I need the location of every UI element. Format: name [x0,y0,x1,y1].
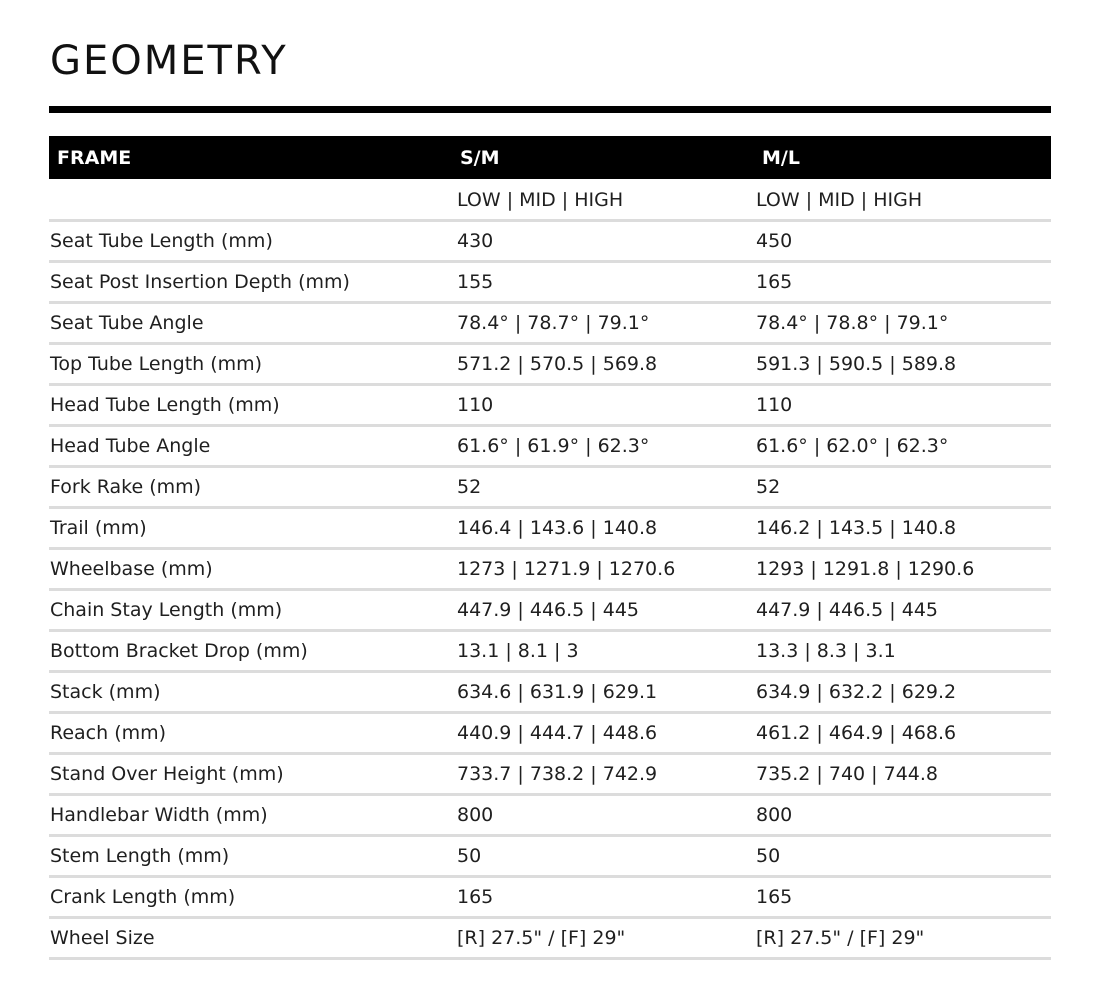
cell-size-ml: 13.3 | 8.3 | 3.1 [752,631,1051,672]
cell-size-ml: 447.9 | 446.5 | 445 [752,590,1051,631]
cell-size-sm: 165 [453,877,752,918]
cell-size-sm: 1273 | 1271.9 | 1270.6 [453,549,752,590]
cell-size-ml: 735.2 | 740 | 744.8 [752,754,1051,795]
cell-size-sm: 571.2 | 570.5 | 569.8 [453,344,752,385]
cell-size-sm: 430 [453,221,752,262]
table-row [49,836,1051,877]
page-title: GEOMETRY [50,38,288,84]
cell-size-ml: 591.3 | 590.5 | 589.8 [752,344,1051,385]
cell-size-ml: 110 [752,385,1051,426]
cell-size-ml: 50 [752,836,1051,877]
table-row [49,508,1051,549]
cell-size-ml: 61.6° | 62.0° | 62.3° [752,426,1051,467]
geometry-table [49,136,1051,960]
table-row [49,426,1051,467]
cell-size-ml: LOW | MID | HIGH [752,180,1051,221]
table-row [49,590,1051,631]
row-label: Wheel Size [49,918,453,959]
row-label: Bottom Bracket Drop (mm) [49,631,453,672]
cell-size-sm: 52 [453,467,752,508]
cell-size-ml: 634.9 | 632.2 | 629.2 [752,672,1051,713]
cell-size-sm: 61.6° | 61.9° | 62.3° [453,426,752,467]
row-label: Stand Over Height (mm) [49,754,453,795]
row-label [49,180,453,221]
row-label: Crank Length (mm) [49,877,453,918]
cell-size-sm: [R] 27.5" / [F] 29" [453,918,752,959]
table-body [49,180,1051,959]
cell-size-sm: 50 [453,836,752,877]
row-label: Fork Rake (mm) [49,467,453,508]
row-label: Top Tube Length (mm) [49,344,453,385]
row-label: Chain Stay Length (mm) [49,590,453,631]
table-row [49,467,1051,508]
header-row [49,136,1051,180]
row-label: Head Tube Length (mm) [49,385,453,426]
cell-size-ml: 450 [752,221,1051,262]
cell-size-sm: 733.7 | 738.2 | 742.9 [453,754,752,795]
table-header [49,136,1051,180]
table-row [49,344,1051,385]
table-row [49,631,1051,672]
cell-size-sm: 447.9 | 446.5 | 445 [453,590,752,631]
cell-size-ml: 78.4° | 78.8° | 79.1° [752,303,1051,344]
row-label: Trail (mm) [49,508,453,549]
row-label: Seat Post Insertion Depth (mm) [49,262,453,303]
table-row [49,262,1051,303]
cell-size-sm: 146.4 | 143.6 | 140.8 [453,508,752,549]
table-row [49,795,1051,836]
table-row [49,877,1051,918]
header-size-ml: M/L [752,136,1051,180]
row-label: Reach (mm) [49,713,453,754]
cell-size-sm: LOW | MID | HIGH [453,180,752,221]
row-label: Wheelbase (mm) [49,549,453,590]
table-row [49,754,1051,795]
table-row [49,549,1051,590]
cell-size-sm: 78.4° | 78.7° | 79.1° [453,303,752,344]
header-frame: FRAME [49,136,453,180]
cell-size-sm: 155 [453,262,752,303]
table-row [49,713,1051,754]
row-label: Head Tube Angle [49,426,453,467]
table-row [49,385,1051,426]
row-label: Stem Length (mm) [49,836,453,877]
cell-size-ml: 165 [752,877,1051,918]
row-label: Handlebar Width (mm) [49,795,453,836]
cell-size-ml: 461.2 | 464.9 | 468.6 [752,713,1051,754]
table-row [49,303,1051,344]
cell-size-ml: [R] 27.5" / [F] 29" [752,918,1051,959]
cell-size-ml: 146.2 | 143.5 | 140.8 [752,508,1051,549]
row-label: Stack (mm) [49,672,453,713]
cell-size-sm: 634.6 | 631.9 | 629.1 [453,672,752,713]
cell-size-ml: 1293 | 1291.8 | 1290.6 [752,549,1051,590]
header-size-sm: S/M [453,136,752,180]
setting-labels-row [49,180,1051,221]
table-row [49,918,1051,959]
cell-size-sm: 440.9 | 444.7 | 448.6 [453,713,752,754]
row-label: Seat Tube Length (mm) [49,221,453,262]
table-row [49,672,1051,713]
cell-size-ml: 52 [752,467,1051,508]
row-label: Seat Tube Angle [49,303,453,344]
cell-size-sm: 110 [453,385,752,426]
cell-size-sm: 13.1 | 8.1 | 3 [453,631,752,672]
cell-size-sm: 800 [453,795,752,836]
cell-size-ml: 165 [752,262,1051,303]
title-divider [49,106,1051,113]
table-row [49,221,1051,262]
cell-size-ml: 800 [752,795,1051,836]
